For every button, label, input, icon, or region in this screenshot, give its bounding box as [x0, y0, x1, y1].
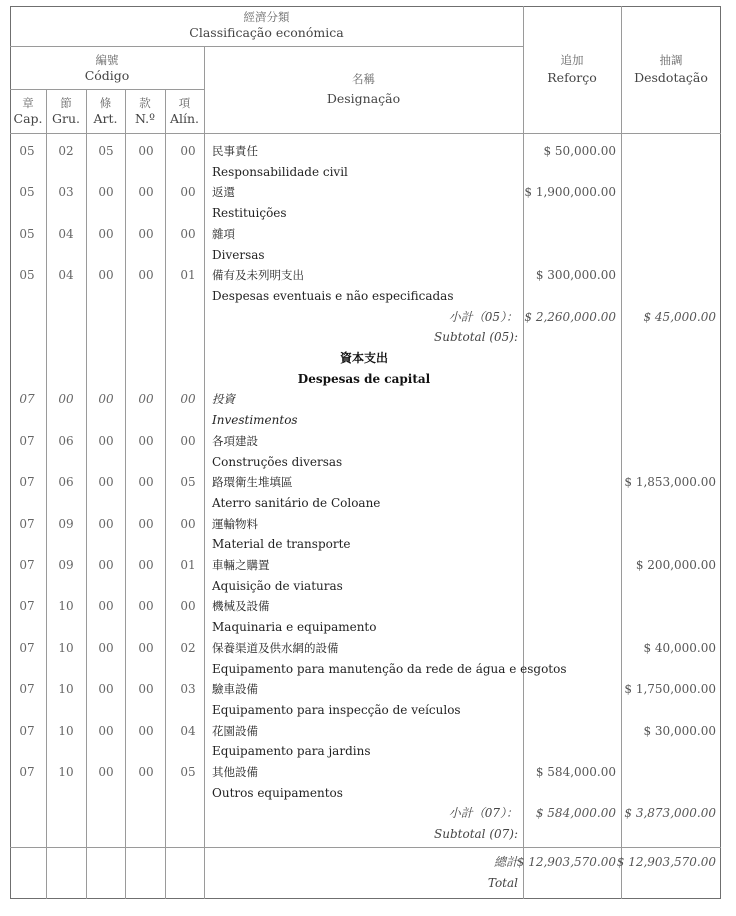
table-row: [0, 679, 736, 700]
designation-zh: 路環衛生堆填區: [212, 475, 293, 490]
table-row-pt: [0, 576, 736, 597]
header-code-pt: Código: [84, 68, 130, 83]
table-row-pt: [0, 783, 736, 804]
table-row: [0, 638, 736, 659]
code-cell: 00: [138, 144, 154, 158]
designation-zh: 投資: [212, 392, 235, 407]
table-row: [0, 431, 736, 452]
code-cell: 07: [19, 433, 35, 448]
code-cell: 00: [138, 268, 154, 283]
code-cell: 00: [98, 599, 114, 614]
designation-pt: Despesas eventuais e não especificadas: [212, 288, 454, 303]
code-cell: 00: [98, 185, 114, 200]
code-cell: 00: [138, 516, 154, 531]
subtotal-desdotacao: $ 3,873,000.00: [624, 806, 716, 821]
designation-zh: 返還: [212, 185, 235, 200]
header-art-pt: Art.: [93, 111, 118, 126]
designation-pt: Restituições: [212, 206, 287, 221]
code-cell: 00: [98, 475, 114, 490]
table-row-pt: [0, 700, 736, 721]
header-desdotacao-zh: 抽調: [659, 53, 683, 67]
code-cell: 00: [180, 516, 196, 531]
code-cell: 07: [19, 392, 35, 407]
code-cell: 00: [180, 433, 196, 448]
code-cell: 00: [180, 144, 196, 158]
header-alin-zh: 項: [178, 96, 191, 110]
code-cell: 00: [138, 475, 154, 490]
code-cell: 00: [138, 226, 154, 241]
header-gru-pt: Gru.: [52, 111, 80, 126]
code-cell: 00: [180, 185, 196, 200]
designation-zh: 機械及設備: [212, 599, 270, 614]
code-cell: 00: [138, 558, 154, 572]
table-row: [0, 224, 736, 245]
subtotal-desdotacao: $ 45,000.00: [643, 309, 716, 324]
designation-pt: Equipamento para jardins: [212, 744, 371, 759]
header-gru-zh: 節: [60, 96, 72, 110]
code-cell: 00: [138, 433, 154, 448]
subtotal-label-pt: Subtotal (07):: [434, 827, 518, 842]
code-cell: 07: [19, 475, 35, 490]
code-cell: 00: [138, 392, 154, 407]
header-reforco-pt: Reforço: [547, 70, 597, 85]
code-cell: 04: [58, 268, 74, 283]
designation-zh: 運輸物料: [212, 516, 258, 531]
header-classification-pt: Classificação económica: [189, 25, 344, 40]
table-row-pt: [0, 741, 736, 762]
desdotacao-value: $ 1,750,000.00: [624, 682, 716, 697]
designation-zh: 備有及未列明支出: [212, 268, 304, 283]
total-row-pt: [0, 873, 736, 894]
code-cell: 00: [138, 765, 154, 779]
subtotal-row-pt: [0, 327, 736, 348]
subtotal-row: [0, 307, 736, 328]
code-cell: 00: [138, 185, 154, 200]
table-row-pt: [0, 286, 736, 307]
code-cell: 07: [19, 682, 35, 697]
code-cell: 07: [19, 723, 35, 738]
header-no-zh: 款: [139, 96, 151, 110]
reforco-value: $ 1,900,000.00: [524, 185, 616, 200]
section-caption: [0, 348, 736, 369]
designation-pt: Maquinaria e equipamento: [212, 620, 377, 635]
table-row: [0, 389, 736, 410]
code-cell: 05: [19, 226, 35, 241]
code-cell: 05: [180, 475, 196, 490]
code-cell: 01: [180, 268, 196, 283]
code-cell: 03: [58, 185, 74, 200]
code-cell: 02: [58, 144, 74, 158]
table-row: [0, 721, 736, 742]
code-cell: 10: [58, 599, 74, 614]
table-row: [0, 555, 736, 576]
designation-zh: 其他設備: [212, 765, 258, 779]
code-cell: 05: [180, 765, 196, 779]
desdotacao-value: $ 30,000.00: [643, 723, 716, 738]
header-designation-zh: 名稱: [352, 72, 375, 86]
designation-zh: 花園設備: [212, 723, 258, 738]
code-cell: 00: [180, 392, 196, 407]
code-cell: 07: [19, 640, 35, 655]
section-caption-pt: [0, 369, 736, 390]
table-row: [0, 472, 736, 493]
code-cell: 00: [98, 558, 114, 572]
designation-zh: 各項建設: [212, 433, 258, 448]
code-cell: 00: [98, 516, 114, 531]
table-row-pt: [0, 410, 736, 431]
designation-pt: Equipamento para inspecção de veículos: [212, 702, 461, 717]
subtotal-label-zh: 小計（05）：: [448, 309, 518, 324]
designation-zh: 車輛之購置: [212, 558, 270, 572]
header-classification-zh: 經濟分類: [243, 10, 290, 24]
header-code-zh: 編號: [95, 53, 119, 67]
table-row: [0, 182, 736, 203]
code-cell: 10: [58, 682, 74, 697]
desdotacao-value: $ 40,000.00: [643, 640, 716, 655]
total-label-pt: Total: [487, 876, 518, 890]
table-row: [0, 514, 736, 535]
code-cell: 01: [180, 558, 196, 572]
code-cell: 00: [98, 226, 114, 241]
code-cell: 00: [98, 723, 114, 738]
code-cell: 00: [138, 599, 154, 614]
header-art-zh: 條: [99, 96, 112, 110]
reforco-value: $ 50,000.00: [543, 144, 616, 158]
designation-pt: Investimentos: [212, 413, 298, 428]
designation-pt: Aterro sanitário de Coloane: [212, 495, 381, 510]
subtotal-label-zh: 小計（07）：: [448, 806, 518, 821]
code-cell: 06: [58, 475, 74, 490]
table-row: [0, 141, 736, 162]
desdotacao-value: $ 1,853,000.00: [624, 475, 716, 490]
code-cell: 00: [180, 226, 196, 241]
code-cell: 05: [98, 144, 114, 158]
code-cell: 09: [58, 558, 74, 572]
code-cell: 07: [19, 765, 35, 779]
table-row-pt: [0, 493, 736, 514]
designation-pt: Material de transporte: [212, 537, 351, 552]
designation-pt: Diversas: [212, 247, 265, 262]
header-no-pt: N.º: [135, 111, 155, 126]
header-reforco-zh: 追加: [560, 53, 584, 67]
table-row: [0, 596, 736, 617]
table-row-pt: [0, 245, 736, 266]
header-desdotacao-pt: Desdotação: [634, 70, 708, 85]
code-cell: 00: [138, 723, 154, 738]
code-cell: 00: [138, 682, 154, 697]
total-label-zh: 總計: [493, 855, 518, 869]
code-cell: 00: [58, 392, 74, 407]
code-cell: 10: [58, 765, 74, 779]
reforco-value: $ 584,000.00: [535, 765, 616, 779]
designation-pt: Equipamento para manutenção da rede de água e esgotos: [212, 661, 567, 676]
table-row-pt: [0, 659, 736, 680]
code-cell: 00: [98, 765, 114, 779]
designation-pt: Responsabilidade civil: [212, 164, 348, 179]
header-alin-pt: Alín.: [169, 111, 200, 126]
subtotal-reforco: $ 2,260,000.00: [524, 309, 616, 324]
code-cell: 00: [138, 640, 154, 655]
designation-pt: Construções diversas: [212, 454, 343, 469]
code-cell: 10: [58, 640, 74, 655]
header-cap-zh: 章: [22, 96, 34, 110]
table-row: [0, 265, 736, 286]
designation-zh: 民事責任: [212, 144, 258, 158]
code-cell: 05: [19, 185, 35, 200]
subtotal-reforco: $ 584,000.00: [535, 806, 616, 821]
code-cell: 07: [19, 599, 35, 614]
code-cell: 06: [58, 433, 74, 448]
code-cell: 05: [19, 268, 35, 283]
code-cell: 00: [98, 392, 114, 407]
header-designation-pt: Designação: [326, 91, 401, 106]
code-cell: 04: [180, 723, 196, 738]
code-cell: 00: [98, 268, 114, 283]
section-caption-pt-label: Despesas de capital: [297, 371, 431, 386]
code-cell: 07: [19, 558, 35, 572]
table-row-pt: [0, 162, 736, 183]
code-cell: 00: [180, 599, 196, 614]
code-cell: 07: [19, 516, 35, 531]
code-cell: 09: [58, 516, 74, 531]
total-desdotacao: $ 12,903,570.00: [616, 855, 716, 869]
desdotacao-value: $ 200,000.00: [635, 558, 716, 572]
code-cell: 04: [58, 226, 74, 241]
designation-zh: 保養渠道及供水網的設備: [212, 640, 339, 655]
table-row-pt: [0, 452, 736, 473]
code-cell: 00: [98, 640, 114, 655]
designation-pt: Outros equipamentos: [212, 785, 343, 800]
table-row-pt: [0, 203, 736, 224]
code-cell: 10: [58, 723, 74, 738]
header-cap-pt: Cap.: [13, 111, 43, 126]
total-reforco: $ 12,903,570.00: [516, 855, 616, 869]
code-cell: 02: [180, 640, 196, 655]
code-cell: 00: [98, 682, 114, 697]
subtotal-row: [0, 803, 736, 824]
total-row: [0, 852, 736, 873]
table-row-pt: [0, 617, 736, 638]
designation-zh: 雜項: [212, 226, 235, 241]
subtotal-row-pt: [0, 824, 736, 845]
code-cell: 03: [180, 682, 196, 697]
code-cell: 05: [19, 144, 35, 158]
table-row-pt: [0, 534, 736, 555]
designation-zh: 驗車設備: [212, 682, 258, 697]
section-caption-zh: 資本支出: [339, 351, 388, 365]
designation-pt: Aquisição de viaturas: [212, 578, 343, 593]
code-cell: 00: [98, 433, 114, 448]
table-row: [0, 762, 736, 783]
subtotal-label-pt: Subtotal (05):: [434, 330, 518, 345]
reforco-value: $ 300,000.00: [535, 268, 616, 283]
